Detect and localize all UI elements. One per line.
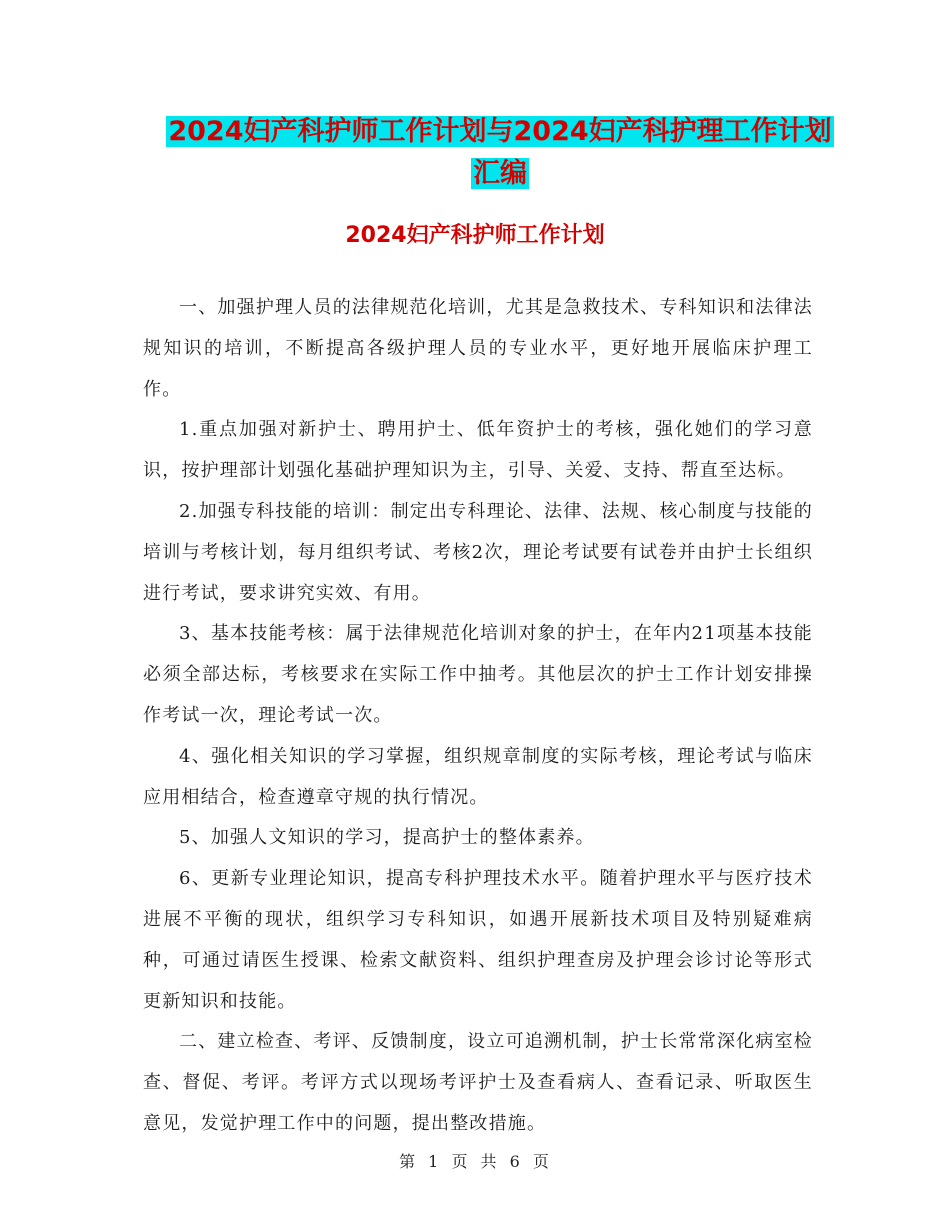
section-title: 2024妇产科护师工作计划 — [345, 223, 605, 248]
document-body — [143, 288, 813, 1145]
paragraph: 2.加强专科技能的培训：制定出专科理论、法律、法规、核心制度与技能的培训与考核计划，每月组织考试、考核2次，理论考试要有试卷并由护士长组织进行考试，要求讲究实效、有用。 — [143, 500, 813, 604]
document-title-line-1 — [120, 108, 880, 156]
paragraph: 二、建立检查、考评、反馈制度，设立可追溯机制，护士长常常深化病室检查、督促、考评。考评方式以现场考评护士及查看病人、查看记录、听取医生意见，发觉护理工作中的问题，提出整改措施。 — [143, 1031, 813, 1134]
document-title-text: 2024妇产科护师工作计划与2024妇产科护理工作计划 — [168, 116, 832, 147]
paragraph: 6、更新专业理论知识，提高专科护理技术水平。随着护理水平与医疗技术进展不平衡的现状，组织学习专科知识，如遇开展新技术项目及特别疑难病种，可通过请医生授课、检索文献资料、组织护理查房及护理会诊讨论等形式更新知识和技能。 — [143, 868, 813, 1012]
paragraph: 1.重点加强对新护士、聘用护士、低年资护士的考核，强化她们的学习意识，按护理部计划强化基础护理知识为主，引导、关爱、支持、帮直至达标。 — [143, 419, 813, 482]
paragraph: 3、基本技能考核：属于法律规范化培训对象的护士，在年内21项基本技能必须全部达标，考核要求在实际工作中抽考。其他层次的护士工作计划安排操作考试一次，理论考试一次。 — [143, 623, 813, 726]
paragraph: 一、加强护理人员的法律规范化培训，尤其是急救技术、专科知识和法律法规知识的培训，不断提高各级护理人员的专业水平，更好地开展临床护理工作。 — [143, 297, 813, 400]
document-title-line-2 — [120, 150, 880, 198]
paragraph: 5、加强人文知识的学习，提高护士的整体素养。 — [179, 827, 595, 849]
paragraph: 4、强化相关知识的学习掌握，组织规章制度的实际考核，理论考试与临床应用相结合，检查遵章守规的执行情况。 — [143, 745, 813, 808]
page-number-footer: 第 1 页 共 6 页 — [399, 1152, 551, 1171]
document-title-text-continued: 汇编 — [473, 158, 527, 189]
